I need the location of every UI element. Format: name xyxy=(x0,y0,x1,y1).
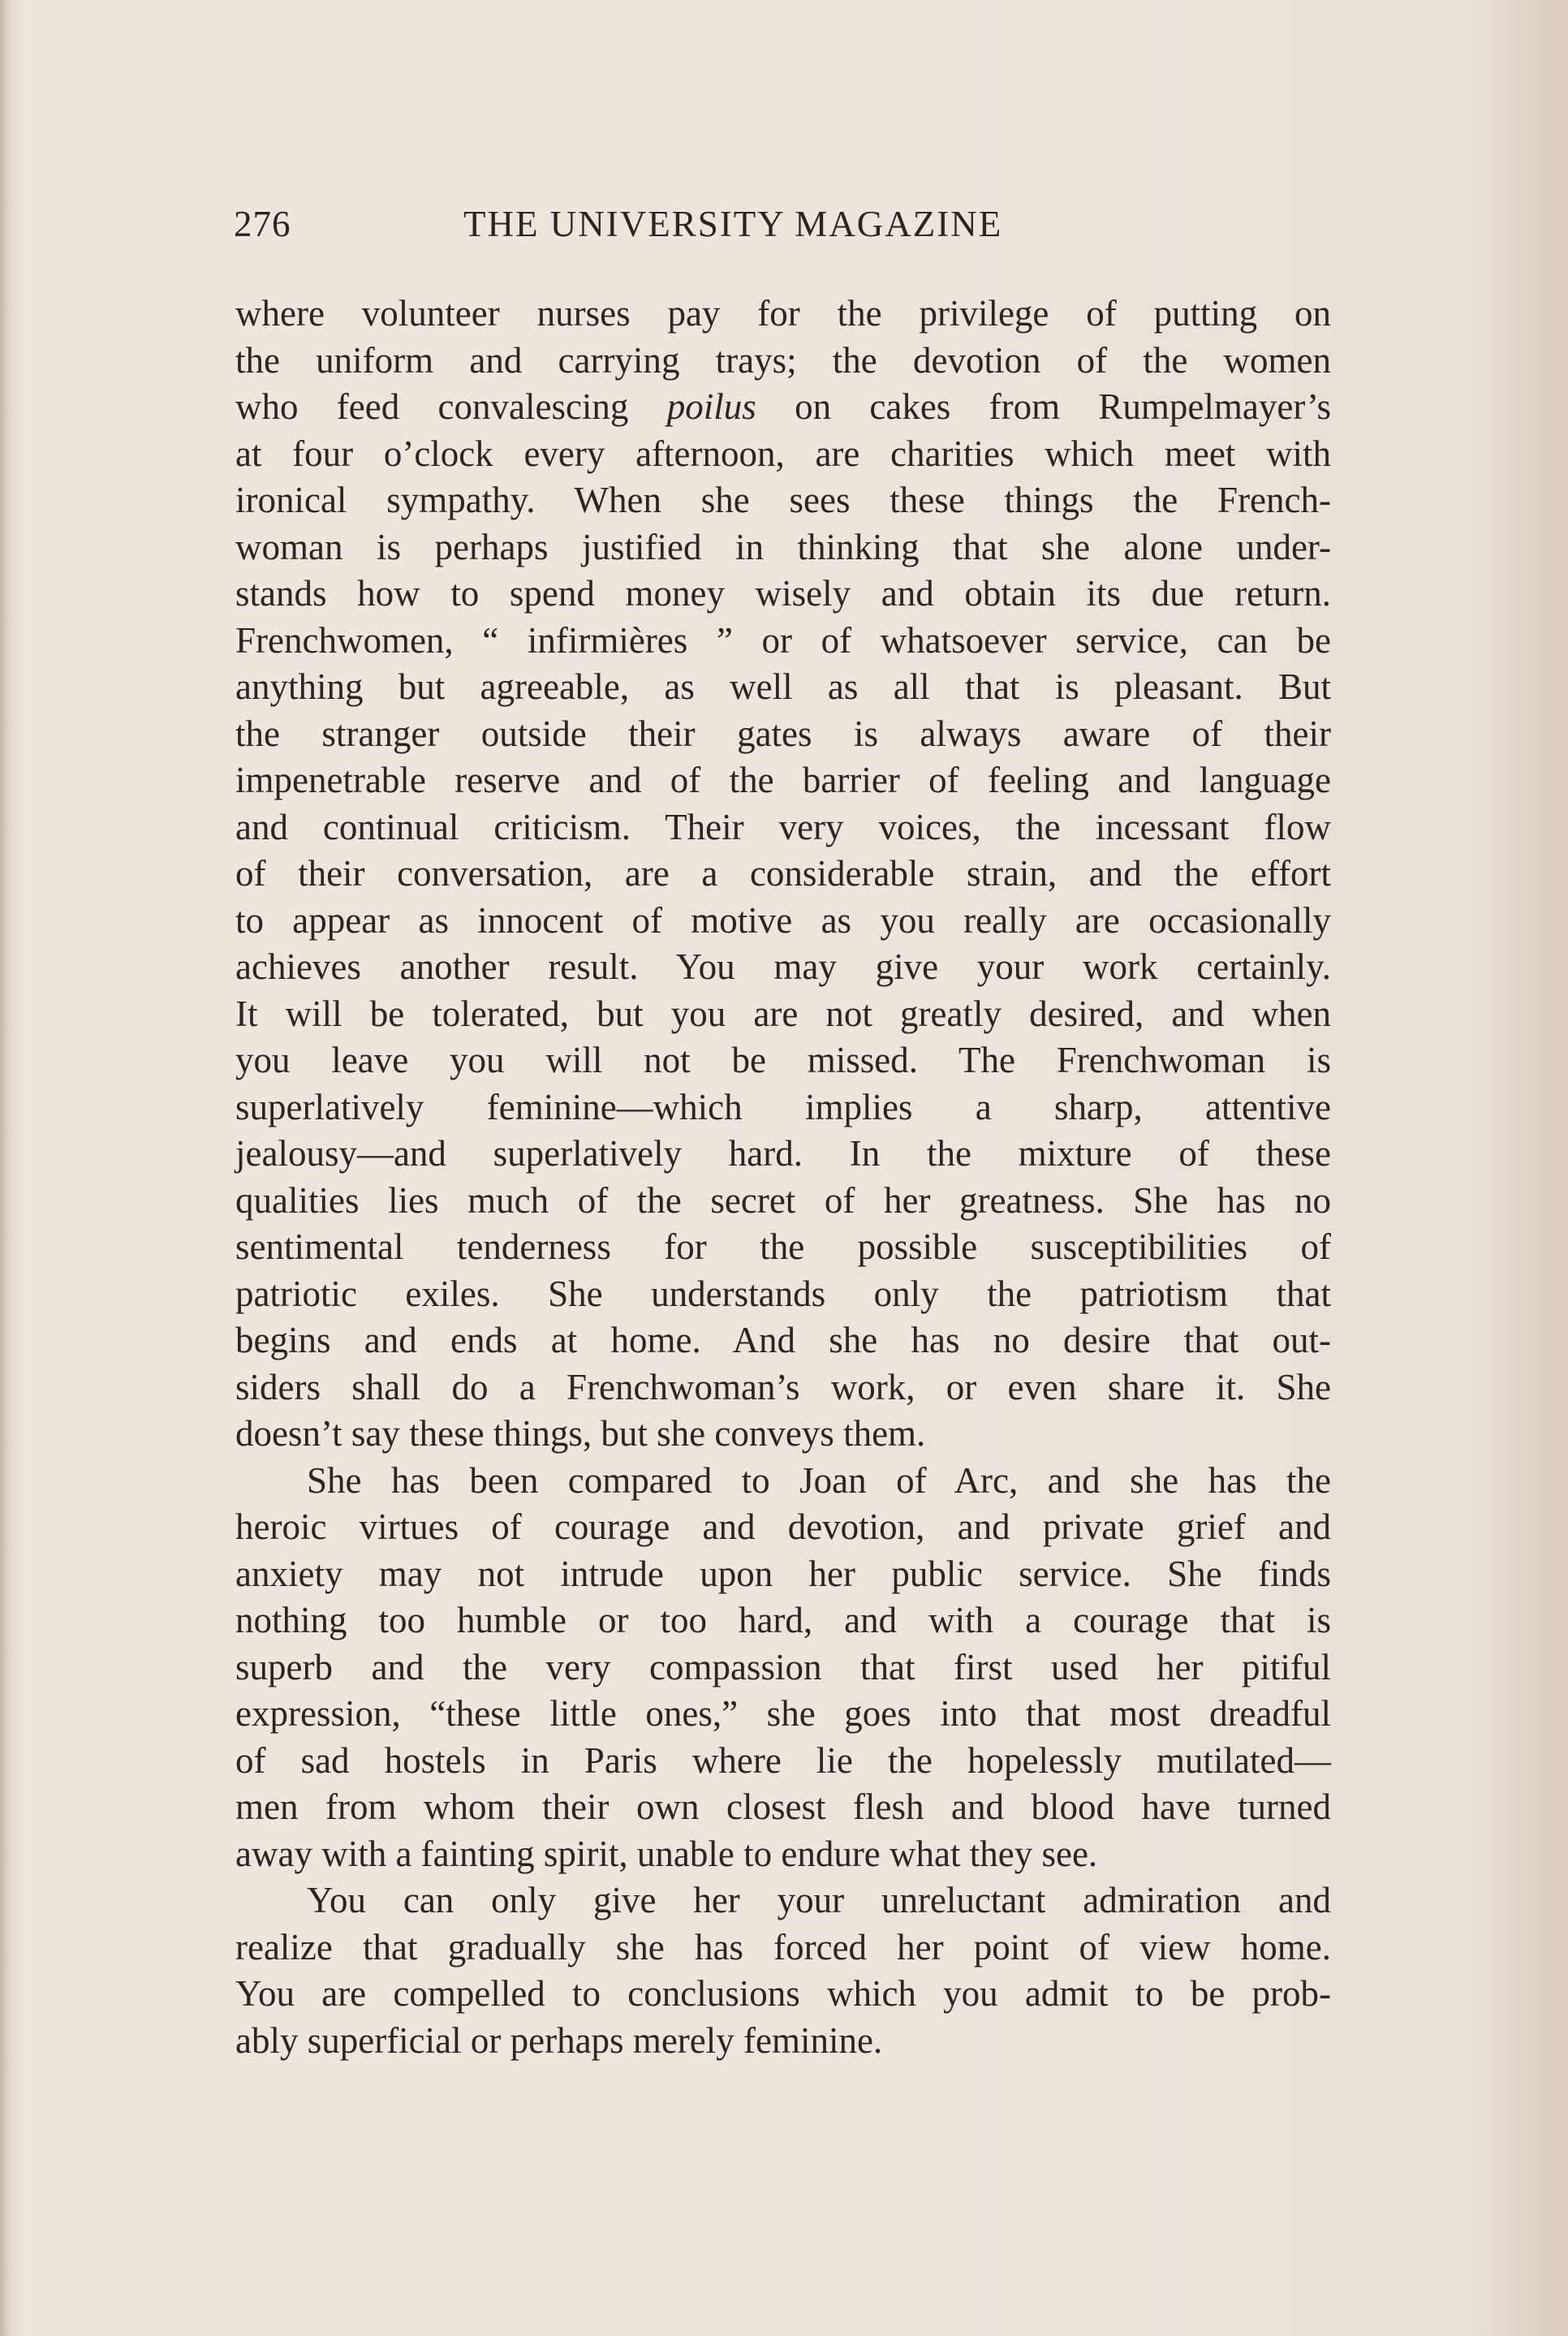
page-number: 276 xyxy=(234,204,291,244)
text-line: at four o’clock every afternoon, are charities which meet with xyxy=(235,433,1331,474)
text-line: sentimental tenderness for the possible susceptibilities of xyxy=(235,1226,1331,1267)
text-line: patriotic exiles. She understands only the patriotism that xyxy=(235,1273,1331,1314)
text-line: siders shall do a Frenchwoman’s work, or even share it. She xyxy=(235,1366,1331,1407)
text-line: men from whom their own closest flesh and blood have turned xyxy=(235,1786,1331,1827)
text-line: You can only give her your unreluctant admiration and xyxy=(307,1880,1331,1920)
text-line: who feed convalescing poilus on cakes from Rumpelmayer’s xyxy=(235,386,1331,427)
text-line: achieves another result. You may give your work certainly. xyxy=(235,946,1331,987)
page-header xyxy=(234,203,1126,255)
running-title: THE UNIVERSITY MAGAZINE xyxy=(463,204,1003,244)
text-line: you leave you will not be missed. The Frenchwoman is xyxy=(235,1040,1331,1080)
text-line: begins and ends at home. And she has no desire that out- xyxy=(235,1320,1331,1360)
text-line: qualities lies much of the secret of her greatness. She has no xyxy=(235,1179,1331,1221)
paragraph xyxy=(235,291,1331,1458)
text-line: away with a fainting spirit, unable to endure what they see. xyxy=(235,1833,1098,1874)
text-line: nothing too humble or too hard, and with a courage that is xyxy=(235,1600,1331,1640)
text-line: to appear as innocent of motive as you really are occasionally xyxy=(235,899,1331,941)
text-line: where volunteer nurses pay for the privilege of putting on xyxy=(235,293,1331,334)
body-text xyxy=(235,291,1331,2064)
text-line: jealousy—and superlatively hard. In the mixture of these xyxy=(235,1133,1331,1174)
text-line: expression, “these little ones,” she goes into that most dreadful xyxy=(235,1693,1331,1734)
text-line: realize that gradually she has forced her point of view home. xyxy=(235,1926,1331,1967)
text-line: the stranger outside their gates is always aware of their xyxy=(235,713,1331,754)
text-line: of sad hostels in Paris where lie the hopelessly mutilated— xyxy=(235,1739,1331,1781)
text-line: the uniform and carrying trays; the devotion of the women xyxy=(235,339,1331,381)
text-line: anything but agreeable, as well as all that is pleasant. But xyxy=(235,666,1331,707)
paragraph xyxy=(235,1877,1331,2064)
text-line: superb and the very compassion that first used her pitiful xyxy=(235,1646,1331,1687)
text-line: She has been compared to Joan of Arc, and she has the xyxy=(307,1459,1331,1501)
text-line: You are compelled to conclusions which you admit to be prob- xyxy=(235,1973,1331,2014)
text-line: anxiety may not intrude upon her public service. She finds xyxy=(235,1553,1331,1594)
text-line: of their conversation, are a considerable strain, and the effort xyxy=(235,853,1331,894)
text-line: Frenchwomen, “ infirmières ” or of whatsoever service, can be xyxy=(235,619,1331,661)
text-line: heroic virtues of courage and devotion, and private grief and xyxy=(235,1506,1331,1547)
text-line: impenetrable reserve and of the barrier of feeling and language xyxy=(235,760,1331,800)
text-line: doesn’t say these things, but she conveys them. xyxy=(235,1413,926,1454)
paragraph xyxy=(235,1458,1331,1878)
text-line: ironical sympathy. When she sees these things the French- xyxy=(235,480,1331,520)
text-line: woman is perhaps justified in thinking that she alone under- xyxy=(235,526,1331,567)
text-line: and continual criticism. Their very voices, the incessant flow xyxy=(235,806,1331,847)
text-line: ably superficial or perhaps merely feminine. xyxy=(235,2019,883,2061)
text-line: It will be tolerated, but you are not greatly desired, and when xyxy=(235,993,1331,1034)
text-line: superlatively feminine—which implies a sharp, attentive xyxy=(235,1086,1331,1127)
text-line: stands how to spend money wisely and obtain its due return. xyxy=(235,573,1331,614)
